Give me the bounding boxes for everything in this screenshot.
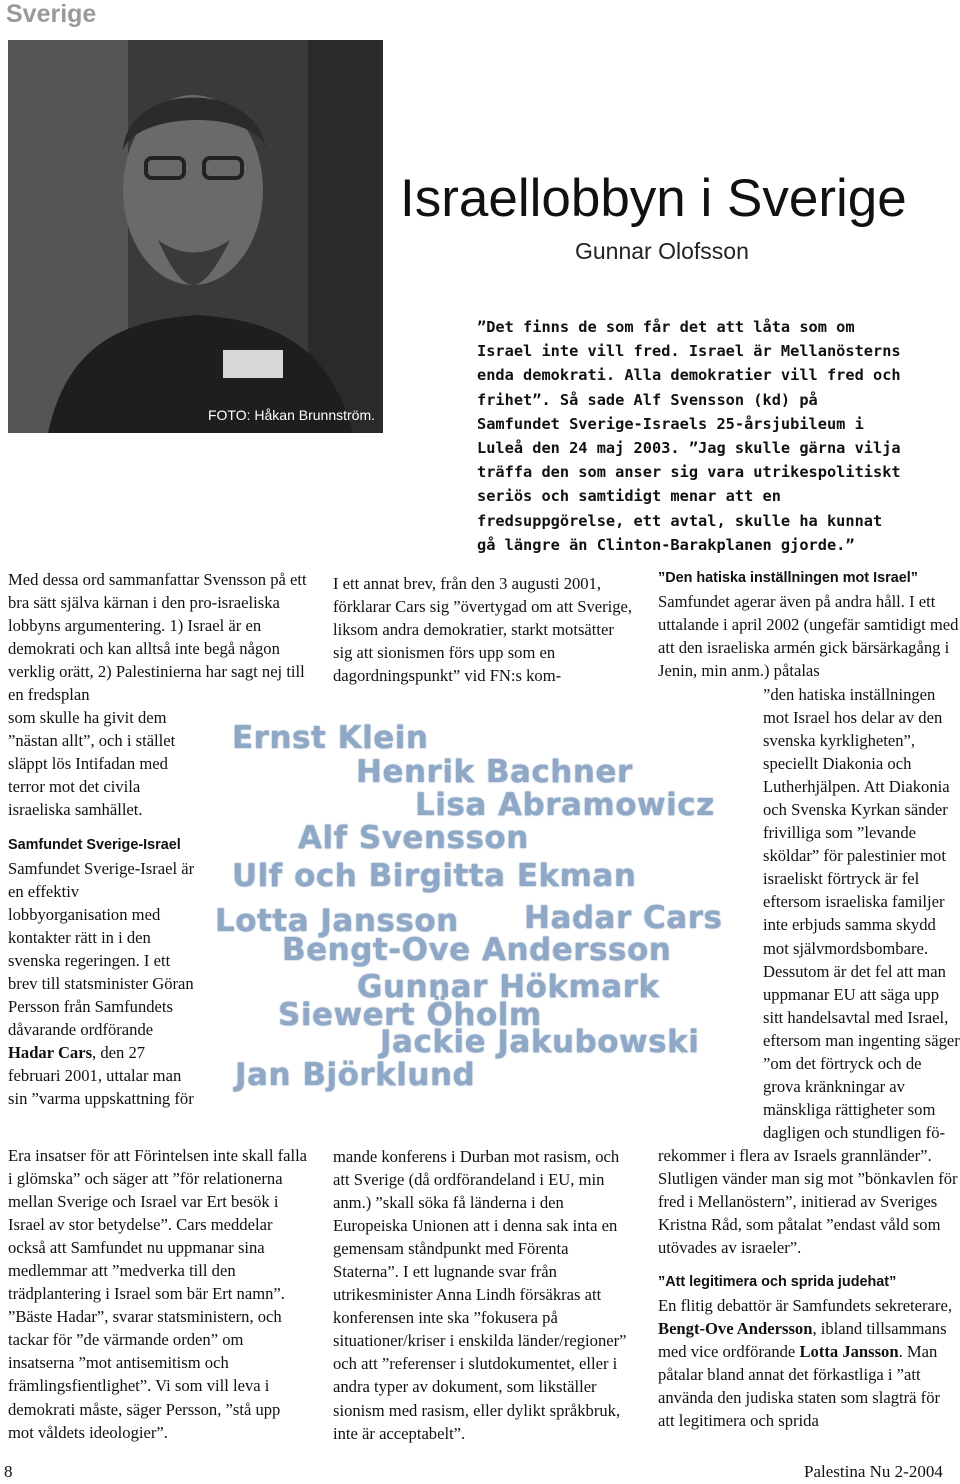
article-title: Israellobbyn i Sverige bbox=[400, 169, 907, 228]
col3-subheading-2: ”Att legitimera och sprida judehat” bbox=[658, 1274, 897, 1291]
column-2-top bbox=[333, 572, 633, 687]
col1-paragraph-2-continued: Era insatser för att Förintelsen inte skall falla i glömska” och säger att ”för relationerna mellan Sverige och Israel var Ert besök i Israel av stor betydelse”. Cars meddelar också att Samfundet nu uppmanar sina medlemmar att ”medverka till den trädplantering i Israel som bär Ert namn”. ”Bäste Hadar”, svarar statsministern, och tackar för ”de värmande orden” om insatserna ”mot antisemitism och främlingsfientlighet”. Vi som vill leva i demokrati måste, säger Persson, ”stå upp mot våldets ideologier”. bbox=[8, 1146, 308, 1442]
name-henrik-bachner: Henrik Bachner bbox=[356, 754, 633, 790]
col1-paragraph-2-text: Samfundet Sverige-Israel är en effektiv lobbyorganisation med kontakter rätt in i den svenska regeringen. I ett brev till statsminister Göran Persson från Samfundets dåvarande ordförande bbox=[8, 858, 195, 1039]
photo-credit: FOTO: Håkan Brunnström. bbox=[207, 407, 375, 423]
col3-paragraph-1-continued: ”den hatiska inställningen mot Israel hos delar av den svenska kyrkligheten”, speciellt Diakonia och Lutherhjälpen. Att Diakonia och Svenska Kyrkan sänder frivilliga som ”levande sköldar” för palestinier mot israeliskt förtryck är fel eftersom israeliska familjer inte erbjuds samma skydd mot självmordsbombare. Dessutom är det fel att man uppmanar EU att säga upp sitt handelsavtal med Israel, eftersom man ingenting säger ”om det förtryck och de grova kränkningar av mänskliga rättigheter som dagligen och stundligen fö- bbox=[763, 685, 960, 1142]
name-bengt-ove-andersson-graphic: Bengt-Ove Andersson bbox=[282, 932, 672, 968]
name-lisa-abramowicz: Lisa Abramowicz bbox=[415, 787, 715, 823]
column-3-bottom bbox=[658, 1144, 960, 1433]
page-number: 8 bbox=[4, 1462, 13, 1481]
portrait-illustration bbox=[8, 40, 383, 433]
column-3-middle bbox=[763, 683, 960, 1144]
col3-paragraph-3-text-a: En flitig debattör är Samfundets sekreterare, bbox=[658, 1296, 952, 1316]
intro-text: ”Det finns de som får det att låta som om Israel inte vill fred. Israel är Mellanösterns enda demokrati. Alla demokratier vill fred och frihet”. Så sade Alf Svensson (kd) på Samfundet Sverige-Israels 25-årsjubileum i Luleå den 24 maj 2003. ”Jag skulle gärna vilja träffa den som anser sig vara utrikespolitiskt seriös och samtidigt menar att en fredsuppgörelse, ett avtal, skulle ha kunnat gå längre än Clinton-Barakplanen gjorde.” bbox=[477, 318, 901, 554]
column-3-top bbox=[658, 567, 960, 682]
name-ulf-och-birgitta-ekman: Ulf och Birgitta Ekman bbox=[232, 858, 637, 894]
col3-paragraph-2: rekommer i flera av Israels grannländer”. Slutligen vänder man sig mot ”bönkavlen för fred i Mellanöstern”, initierad av Sveriges Kristna Råd, som påtalat ”endast våld som utövades av israeler”. bbox=[658, 1146, 958, 1258]
author-photo bbox=[8, 40, 383, 433]
col3-paragraph-3-text-c: . Man påtalar bland annat det förkastliga i ”att använda den judiska staten som slagträ för att legitimera och sprida bbox=[658, 1342, 941, 1431]
col3-subheading-1: ”Den hatiska inställningen mot Israel” bbox=[658, 570, 918, 586]
intro-quote bbox=[477, 315, 907, 557]
column-1 bbox=[8, 568, 308, 1110]
section-label: Sverige bbox=[6, 0, 97, 28]
name-bengt-ove-andersson: Bengt-Ove Andersson bbox=[658, 1319, 813, 1339]
name-jackie-jakubowski: Jackie Jakubowski bbox=[380, 1024, 700, 1060]
publication-footer: Palestina Nu 2-2004 bbox=[804, 1462, 943, 1481]
col3-paragraph-3 bbox=[658, 1294, 960, 1432]
name-siewert-oholm: Siewert Öholm bbox=[278, 997, 542, 1033]
article-author: Gunnar Olofsson bbox=[575, 238, 749, 264]
name-lotta-jansson-graphic: Lotta Jansson bbox=[215, 903, 459, 939]
name-gunnar-hokmark: Gunnar Hökmark bbox=[357, 969, 660, 1005]
column-2-bottom bbox=[333, 1145, 633, 1445]
col1-paragraph-1-continued: som skulle ha givit dem ”nästan allt”, och i stället släppt lös Intifadan med terror mot det civila israeliska samhället. bbox=[8, 708, 176, 820]
name-alf-svensson: Alf Svensson bbox=[298, 820, 529, 856]
col2-paragraph-1: I ett annat brev, från den 3 augusti 2001, förklarar Cars sig ”övertygad om att Sverige, liksom andra demokratier, starkt motsätter sig att sionismen förs upp som en dagordningspunkt” vid FN:s kom- bbox=[333, 574, 633, 686]
col1-paragraph-2-end: , den 27 februari 2001, uttalar man sin ”varma uppskattning för bbox=[8, 1042, 194, 1108]
name-jan-bjorklund: Jan Björklund bbox=[235, 1057, 476, 1093]
name-hadar-cars-graphic: Hadar Cars bbox=[524, 900, 723, 936]
col1-paragraph-1: Med dessa ord sammanfattar Svensson på ett bra sätt själva kärnan i den pro-israeliska lobbyns argumentering. 1) Israel är en demokrati och kan alltså inte begå någon verklig orätt, 2) Palestinierna har sagt nej till en fredsplan bbox=[8, 570, 307, 705]
col2-paragraph-2: mande konferens i Durban mot rasism, och att Sverige (då ordförandeland i EU, min anm.) ”skall söka få länderna i den Europeiska Unionen att i denna sak inta en gemensam ståndpunkt med Förenta Staterna”. I ett lugnande svar från utrikesminister Anna Lindh försäkras att konferensen inte ska ”fokusera på situationer/kriser i enskilda länder/regioner” och att ”referenser i slutdokumentet, eller i andra typer av dokument, som likställer sionism med rasism, eller dylikt språkbruk, inte är acceptabelt”. bbox=[333, 1147, 627, 1443]
col1-paragraph-2 bbox=[8, 857, 198, 1111]
name-ernst-klein: Ernst Klein bbox=[232, 720, 429, 756]
name-hadar-cars: Hadar Cars bbox=[8, 1042, 93, 1062]
col1-subheading: Samfundet Sverige-Israel bbox=[8, 836, 181, 853]
name-lotta-jansson: Lotta Jansson bbox=[799, 1342, 899, 1362]
col3-paragraph-3-text-b: , ibland tillsammans med vice ordförande bbox=[658, 1319, 947, 1362]
column-1-lower bbox=[8, 1144, 308, 1444]
col3-paragraph-1: Samfundet agerar även på andra håll. I ett uttalande i april 2002 (ungefär samtidigt med att den israeliska armén gick bärsärkagång i Jenin, min anm.) påtalas bbox=[658, 592, 959, 681]
